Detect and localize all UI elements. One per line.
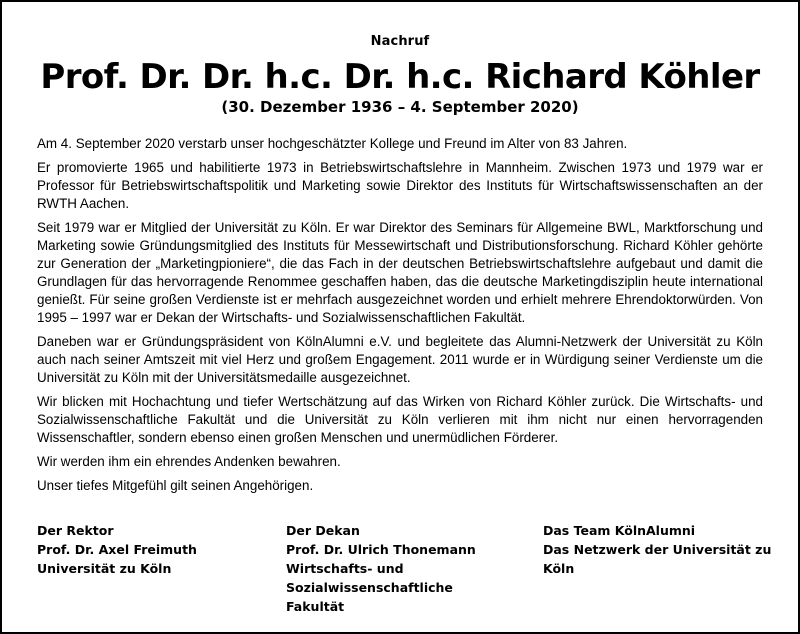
paragraph-condolence: Unser tiefes Mitgefühl gilt seinen Angehörigen.: [37, 478, 314, 493]
signature-line: Prof. Dr. Axel Freimuth: [37, 542, 197, 557]
paragraph-tribute: Wir blicken mit Hochachtung und tiefer Wertschätzung auf das Wirken von Richard Köhler zurück. Die Wirtschafts- und Sozialwissenschaftliche Fakultät und die Universität zu Köln verlieren mit ihm nicht nur einen hervorragenden Wissenschaftler, sondern ebenso einen großen Menschen und unermüdlichen Förderer.: [37, 394, 763, 445]
signature-line: Das Team KölnAlumni: [543, 523, 696, 538]
paragraph-intro: Am 4. September 2020 verstarb unser hochgeschätzter Kollege und Freund im Alter von 83 Jahren.: [37, 136, 628, 151]
signature-line: Das Netzwerk der Universität zu: [543, 542, 772, 557]
signature-line: Universität zu Köln: [37, 561, 172, 576]
paragraph-cologne: Seit 1979 war er Mitglied der Universität zu Köln. Er war Direktor des Seminars für Allgemeine BWL, Marktforschung und Marketing sowie Gründungsmitglied des Instituts für Messewirtschaft und Distributionsforschung. Richard Köhler gehörte zur Generation der „Marketingpioniere“, die das Fach in der deutschen Betriebswirtschaftslehre aufgebaut und damit die Grundlagen für das hervorragende Renommee geschaffen haben, das die deutsche Marketingdisziplin heute international genießt. Für seine großen Verdienste ist er mehrfach ausgezeichnet worden und erhielt mehrere Ehrendoktorwürden. Von 1995 – 1997 war er Dekan der Wirtschafts- und Sozialwissenschaftlichen Fakultät.: [37, 220, 763, 325]
signature-line: Köln: [543, 561, 575, 576]
life-dates: (30. Dezember 1936 – 4. September 2020): [221, 98, 579, 116]
signature-rektor: [37, 521, 197, 578]
signature-line: Wirtschafts- und: [286, 561, 404, 576]
paragraph-remembrance: Wir werden ihm ein ehrendes Andenken bewahren.: [37, 454, 341, 469]
signature-line: Fakultät: [286, 599, 345, 614]
signature-dekan: [286, 521, 476, 616]
paragraph-career: Er promovierte 1965 und habilitierte 1973 in Betriebswirtschaftslehre in Mannheim. Zwischen 1973 und 1979 war er Professor für Betriebswirtschaftspolitik und Marketing sowie Direktor des Instituts für Wirtschaftswissenschaften an der RWTH Aachen.: [37, 160, 763, 211]
signature-line: Der Rektor: [37, 523, 114, 538]
deceased-name: Prof. Dr. Dr. h.c. Dr. h.c. Richard Köhler: [40, 57, 760, 97]
signature-alumni: [543, 521, 771, 578]
signature-line: Sozialwissenschaftliche: [286, 580, 453, 595]
header-label: Nachruf: [370, 34, 430, 49]
signature-line: Prof. Dr. Ulrich Thonemann: [286, 542, 476, 557]
obituary-body: [37, 135, 763, 501]
signature-line: Der Dekan: [286, 523, 360, 538]
paragraph-alumni: Daneben war er Gründungspräsident von KölnAlumni e.V. und begleitete das Alumni-Netzwerk der Universität zu Köln auch nach seiner Amtszeit mit viel Herz und großem Engagement. 2011 wurde er in Würdigung seiner Verdienste um die Universität zu Köln mit der Universitätsmedaille ausgezeichnet.: [37, 334, 763, 385]
